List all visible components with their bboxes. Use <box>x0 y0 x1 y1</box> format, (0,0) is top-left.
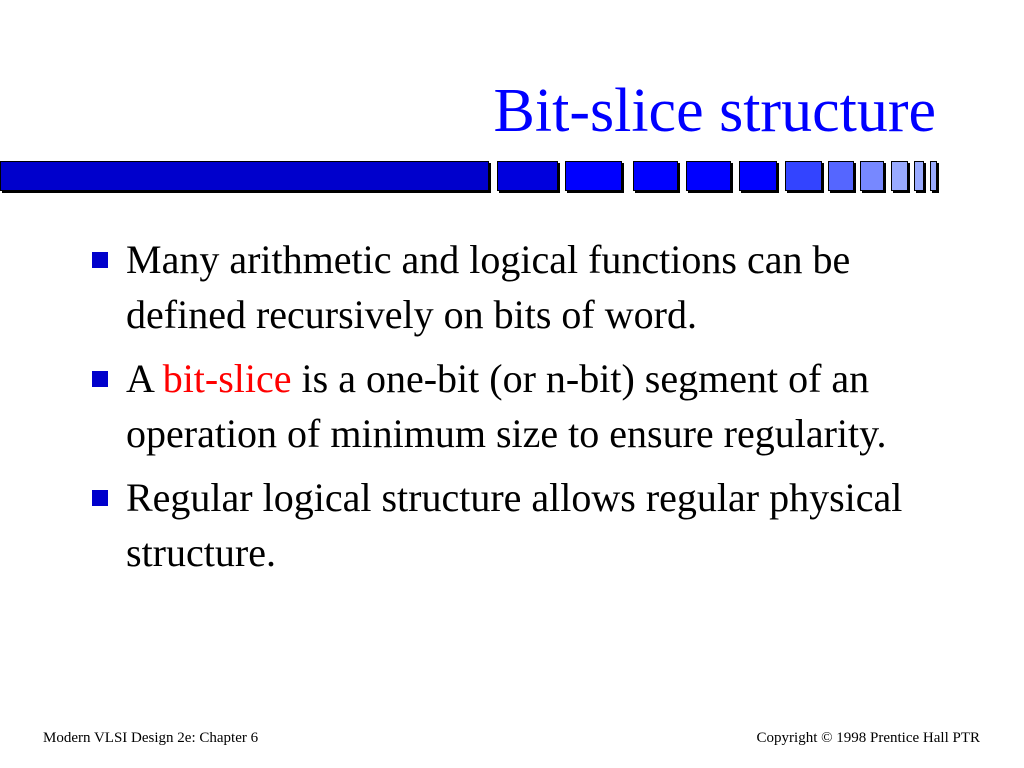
decoration-block <box>686 161 731 191</box>
bullet-text-before: A <box>126 356 163 401</box>
decoration-block <box>497 161 558 191</box>
square-bullet-icon <box>92 252 108 268</box>
bullet-text: Regular logical structure allows regular physical structure. <box>126 475 903 575</box>
decoration-block <box>739 161 777 191</box>
bullet-item <box>90 351 950 461</box>
square-bullet-icon <box>92 371 108 387</box>
bullet-text-after: is a one-bit (or n-bit) segment of an operation of minimum size to ensure regularity. <box>126 356 887 456</box>
slide-title: Bit-slice structure <box>493 77 936 145</box>
highlighted-term: bit-slice <box>162 356 292 401</box>
footer-copyright: Copyright © 1998 Prentice Hall PTR <box>756 730 980 746</box>
square-bullet-icon <box>92 490 108 506</box>
decoration-block <box>565 161 622 191</box>
bullet-item <box>90 470 950 580</box>
bullet-item <box>90 232 950 342</box>
decoration-block <box>930 161 937 191</box>
decoration-block <box>785 161 822 191</box>
footer-book-title: Modern VLSI Design 2e: Chapter 6 <box>43 730 259 746</box>
bullet-list <box>90 232 950 589</box>
decoration-block <box>891 161 908 191</box>
decoration-block <box>633 161 678 191</box>
bullet-text: Many arithmetic and logical functions can be defined recursively on bits of word. <box>126 237 851 337</box>
decoration-block <box>0 161 489 191</box>
decoration-block <box>828 161 854 191</box>
decoration-block <box>914 161 924 191</box>
decoration-block <box>860 161 884 191</box>
title-decoration-bar <box>0 161 940 194</box>
